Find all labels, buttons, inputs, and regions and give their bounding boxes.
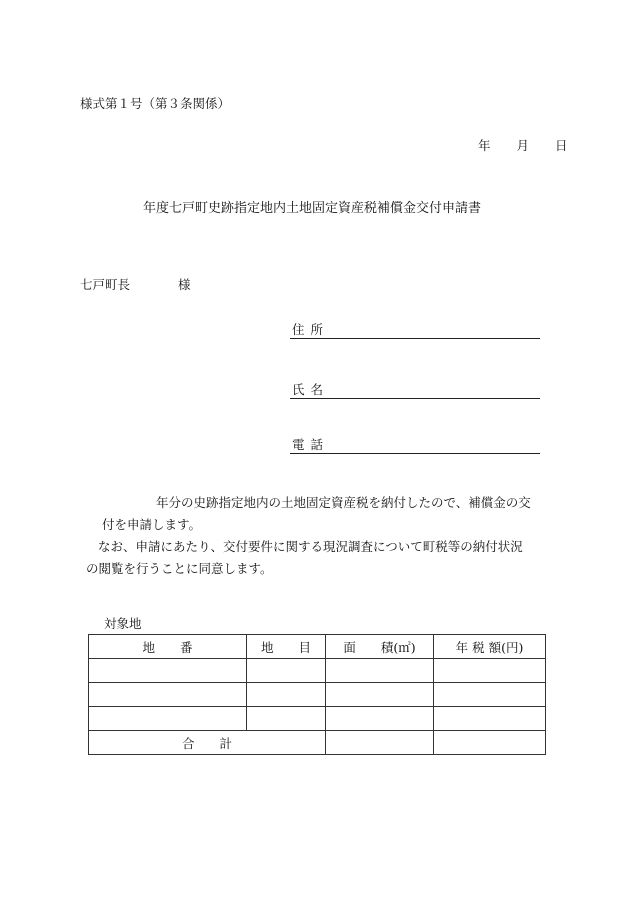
table-row bbox=[89, 659, 546, 683]
cell-annual-tax[interactable] bbox=[434, 707, 546, 731]
cell-lot-number[interactable] bbox=[89, 683, 247, 707]
name-label: 氏名 bbox=[292, 382, 330, 397]
header-annual-tax: 年 税 額(円) bbox=[434, 635, 546, 659]
date-day-label: 日 bbox=[554, 138, 568, 153]
date-month-label: 月 bbox=[516, 138, 529, 153]
table-row bbox=[89, 683, 546, 707]
form-number: 様式第１号（第３条関係） bbox=[80, 96, 231, 111]
statement-line-1: 年分の史跡指定地内の土地固定資産税を納付したので、補償金の交 bbox=[156, 495, 531, 510]
addressee-honorific: 様 bbox=[177, 277, 191, 292]
statement-line-3: なお、申請にあたり、交付要件に関する現況調査について町税等の納付状況 bbox=[98, 539, 523, 554]
document-title: 年度七戸町史跡指定地内土地固定資産税補償金交付申請書 bbox=[143, 201, 482, 216]
name-field[interactable] bbox=[290, 380, 540, 399]
cell-annual-tax[interactable] bbox=[434, 659, 546, 683]
statement-line-4: の閲覧を行うことに同意します。 bbox=[86, 561, 273, 576]
header-land-category: 地 目 bbox=[247, 635, 326, 659]
statement-line-2: 付を申請します。 bbox=[102, 517, 202, 532]
cell-lot-number[interactable] bbox=[89, 659, 247, 683]
cell-area[interactable] bbox=[326, 659, 434, 683]
addressee bbox=[80, 277, 191, 293]
cell-area[interactable] bbox=[326, 683, 434, 707]
total-label: 合 計 bbox=[89, 731, 326, 755]
date-line bbox=[478, 138, 567, 154]
table-header-row bbox=[89, 635, 546, 659]
cell-land-category[interactable] bbox=[247, 683, 326, 707]
header-lot-number: 地 番 bbox=[89, 635, 247, 659]
address-field[interactable] bbox=[290, 320, 540, 339]
header-area: 面 積(㎡) bbox=[326, 635, 434, 659]
table-row bbox=[89, 707, 546, 731]
target-land-table bbox=[88, 634, 546, 755]
total-area[interactable] bbox=[326, 731, 434, 755]
address-label: 住所 bbox=[292, 322, 330, 337]
total-annual-tax[interactable] bbox=[434, 731, 546, 755]
cell-land-category[interactable] bbox=[247, 707, 326, 731]
cell-annual-tax[interactable] bbox=[434, 683, 546, 707]
table-caption: 対象地 bbox=[104, 616, 142, 631]
application-statement bbox=[86, 492, 556, 580]
cell-land-category[interactable] bbox=[247, 659, 326, 683]
phone-label: 電話 bbox=[292, 437, 330, 452]
date-year-label: 年 bbox=[478, 138, 491, 153]
table-total-row bbox=[89, 731, 546, 755]
addressee-name: 七戸町長 bbox=[80, 277, 131, 292]
cell-lot-number[interactable] bbox=[89, 707, 247, 731]
phone-field[interactable] bbox=[290, 435, 540, 454]
cell-area[interactable] bbox=[326, 707, 434, 731]
